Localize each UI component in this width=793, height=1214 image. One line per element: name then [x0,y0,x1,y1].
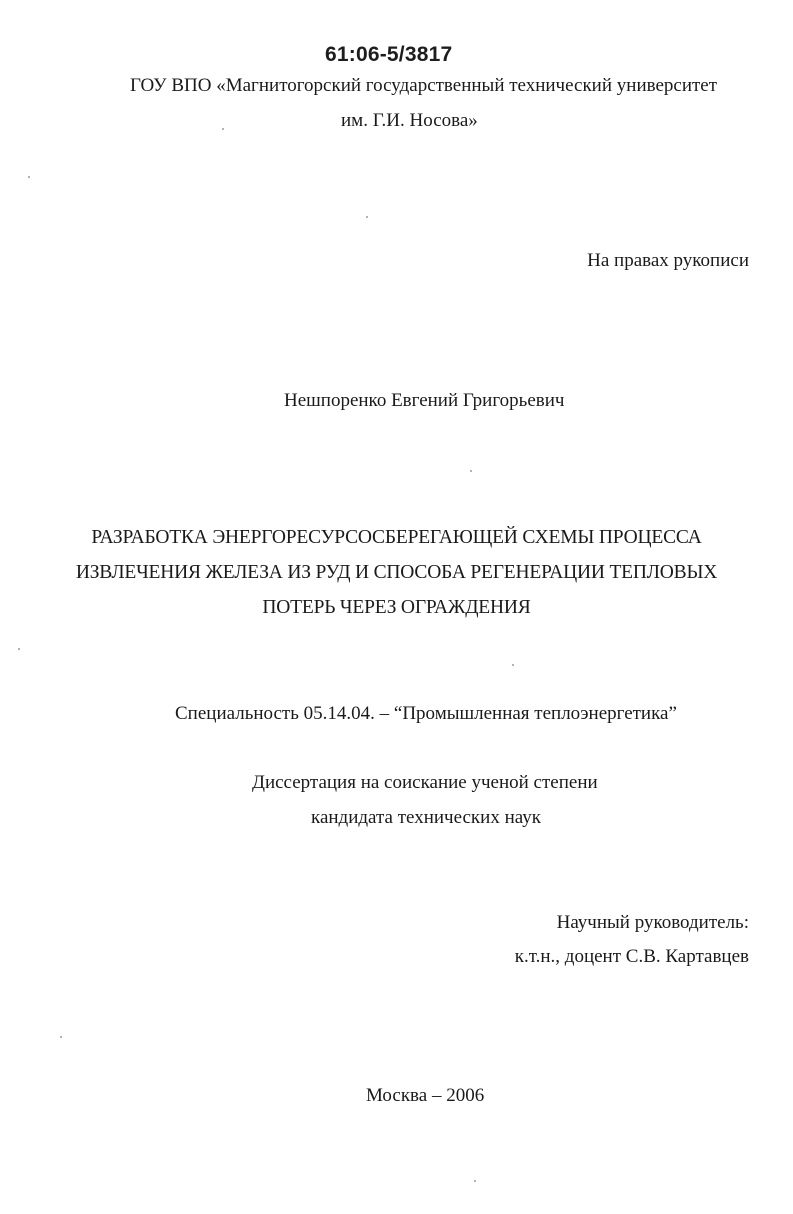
institution-line-2: им. Г.И. Носова» [341,110,478,131]
supervisor-name: к.т.н., доцент С.В. Картавцев [514,946,749,967]
scan-speck [366,216,368,218]
library-stamp-code: 61:06-5/3817 [325,43,453,66]
dissertation-title-line-3: ПОТЕРЬ ЧЕРЕЗ ОГРАЖДЕНИЯ [262,597,531,618]
institution-line-1: ГОУ ВПО «Магнитогорский государственный технический университет [130,75,718,96]
degree-line-2: кандидата технических наук [311,807,541,828]
dissertation-title-line-2: ИЗВЛЕЧЕНИЯ ЖЕЛЕЗА ИЗ РУД И СПОСОБА РЕГЕНЕРАЦИИ ТЕПЛОВЫХ [75,562,718,583]
scan-speck [474,1180,476,1182]
scan-speck [470,470,472,472]
dissertation-title-line-1: РАЗРАБОТКА ЭНЕРГОРЕСУРСОСБЕРЕГАЮЩЕЙ СХЕМЫ ПРОЦЕССА [91,527,702,548]
scan-speck [222,128,224,130]
degree-line-1: Диссертация на соискание ученой степени [252,772,598,793]
scan-speck [28,176,30,178]
specialty-line: Специальность 05.14.04. – “Промышленная теплоэнергетика” [175,703,677,724]
scan-speck [60,1036,62,1038]
supervisor-label: Научный руководитель: [556,912,749,933]
place-year: Москва – 2006 [366,1085,485,1106]
rights-note: На правах рукописи [587,250,749,271]
scan-speck [18,648,20,650]
author-name: Нешпоренко Евгений Григорьевич [284,390,565,411]
scan-speck [512,664,514,666]
